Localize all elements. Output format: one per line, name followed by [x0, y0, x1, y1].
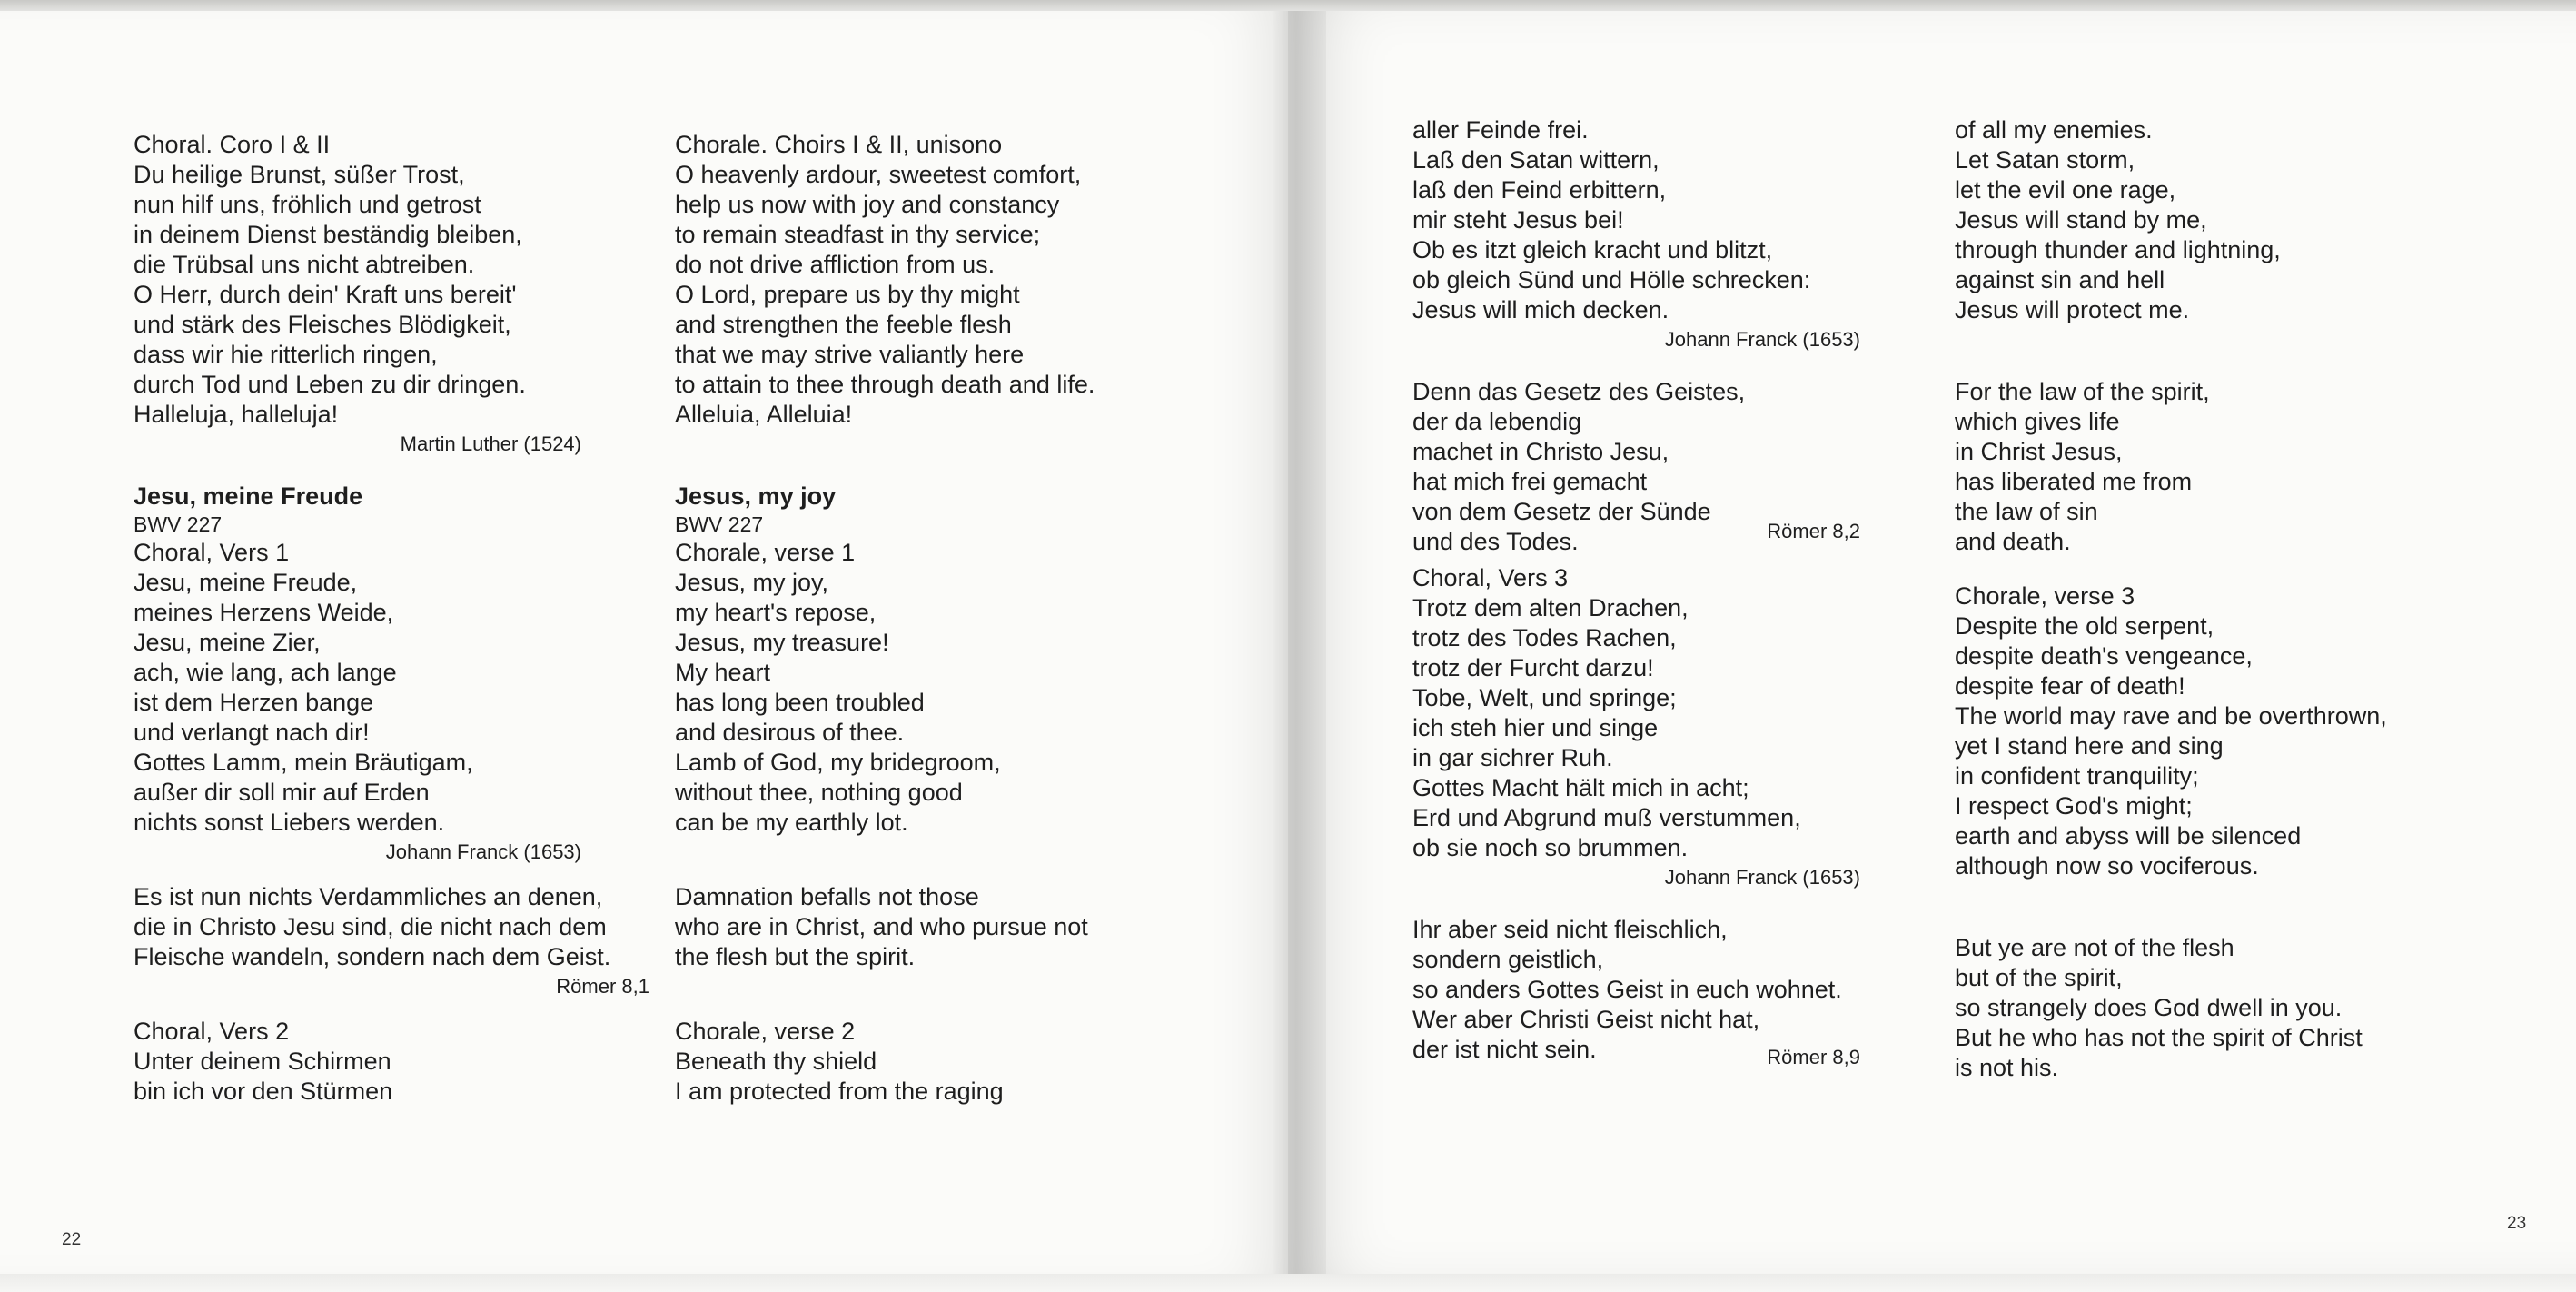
verse-line: Jesu, meine Freude,: [134, 569, 358, 596]
verse-line: Despite the old serpent,: [1955, 612, 2214, 640]
spacer: [1955, 353, 2463, 377]
verse-line: hat mich frei gemacht: [1412, 468, 1648, 495]
spacer: [1955, 563, 2463, 581]
verse-line: But ye are not of the flesh: [1955, 934, 2234, 961]
verse-line: Halleluja, halleluja!: [134, 401, 339, 428]
romans-text: [675, 882, 1256, 972]
spacer: [1955, 881, 2463, 909]
spacer: [675, 1000, 1256, 1017]
spacer: [1412, 353, 1885, 377]
column-german-left: [134, 130, 679, 1107]
verse-line: of all my enemies.: [1955, 116, 2153, 144]
verse-line: machet in Christo Jesu,: [1412, 438, 1669, 465]
verse-line: und des Todes.: [1412, 528, 1579, 555]
verse2-text: [675, 1047, 1256, 1107]
verse-line: earth and abyss will be silenced: [1955, 822, 2302, 850]
verse-line: in deinem Dienst beständig bleiben,: [134, 221, 522, 248]
verse-line: I am protected from the raging: [675, 1078, 1004, 1105]
spacer: [1955, 909, 2463, 933]
verse-line: has liberated me from: [1955, 468, 2193, 495]
verse-line: so strangely does God dwell in you.: [1955, 994, 2343, 1021]
verse-line: yet I stand here and sing: [1955, 732, 2224, 760]
spacer: [134, 1000, 679, 1017]
verse-line: O Lord, prepare us by thy might: [675, 281, 1020, 308]
verse-line: without thee, nothing good: [675, 779, 963, 806]
verse-line: Alleluia, Alleluia!: [675, 401, 853, 428]
verse-line: die Trübsal uns nicht abtreiben.: [134, 251, 475, 278]
verse-line: der ist nicht sein.: [1412, 1036, 1597, 1063]
verse-line: Erd und Abgrund muß verstummen,: [1412, 804, 1801, 831]
verse-line: Let Satan storm,: [1955, 146, 2135, 174]
verse-line: in gar sichrer Ruh.: [1412, 744, 1613, 771]
spacer: [134, 866, 679, 882]
author-credit: Johann Franck (1653): [1664, 866, 1860, 889]
verse-line: ach, wie lang, ach lange: [134, 659, 397, 686]
author-credit: Johann Franck (1653): [1664, 328, 1860, 351]
verse-line: Fleische wandeln, sondern nach dem Geist.: [134, 943, 611, 970]
verse-line: to attain to thee through death and life.: [675, 371, 1095, 398]
spacer: [675, 972, 1256, 1000]
verse1-heading: Choral, Vers 1: [134, 539, 290, 566]
spacer: [675, 430, 1256, 458]
verse-line: durch Tod und Leben zu dir dringen.: [134, 371, 526, 398]
verse-line: ich steh hier und singe: [1412, 714, 1659, 741]
verse-line: For the law of the spirit,: [1955, 378, 2210, 405]
verse-line: can be my earthly lot.: [675, 809, 908, 836]
verse-line: nun hilf uns, fröhlich und getrost: [134, 191, 481, 218]
verse-line: nichts sonst Liebers werden.: [134, 809, 445, 836]
romans2-text: [1955, 377, 2463, 557]
verse-line: the law of sin: [1955, 498, 2098, 525]
verse3-text: [1412, 593, 1885, 863]
page-number-right: 23: [2507, 1214, 2527, 1233]
verse3-text: [1955, 611, 2463, 881]
verse-line: O Herr, durch dein' Kraft uns bereit': [134, 281, 517, 308]
verse-line: against sin and hell: [1955, 266, 2165, 293]
spacer: [134, 458, 679, 482]
verse-line: trotz des Todes Rachen,: [1412, 624, 1677, 651]
verse-line: Gottes Macht hält mich in acht;: [1412, 774, 1749, 801]
verse-line: Jesu, meine Zier,: [134, 629, 321, 656]
continuation-text: [1955, 115, 2463, 325]
verse-line: meines Herzens Weide,: [134, 599, 394, 626]
verse-line: Jesus will mich decken.: [1412, 296, 1669, 323]
verse-line: is not his.: [1955, 1054, 2059, 1081]
chorale-heading: Choral. Coro I & II: [134, 131, 331, 158]
verse-line: to remain steadfast in thy service;: [675, 221, 1041, 248]
verse-line: although now so vociferous.: [1955, 852, 2259, 880]
verse-line: The world may rave and be overthrown,: [1955, 702, 2387, 730]
verse-line: and desirous of thee.: [675, 719, 905, 746]
verse-line: O heavenly ardour, sweetest comfort,: [675, 161, 1082, 188]
verse-line: außer dir soll mir auf Erden: [134, 779, 430, 806]
page-bottom-edge: [0, 1274, 2576, 1292]
verse-line: mir steht Jesus bei!: [1412, 206, 1624, 234]
verse-line: ob sie noch so brummen.: [1412, 834, 1689, 861]
verse-line: has long been troubled: [675, 689, 925, 716]
verse-line: help us now with joy and constancy: [675, 191, 1060, 218]
verse-line: but of the spirit,: [1955, 964, 2123, 991]
work-title: Jesu, meine Freude: [134, 482, 363, 510]
author-credit: Johann Franck (1653): [385, 840, 581, 863]
spacer: [1412, 891, 1885, 915]
continuation-text: [1412, 115, 1885, 325]
verse-line: Gottes Lamm, mein Bräutigam,: [134, 749, 473, 776]
verse-line: dass wir hie ritterlich ringen,: [134, 341, 438, 368]
verse-line: von dem Gesetz der Sünde: [1412, 498, 1711, 525]
verse-line: Trotz dem alten Drachen,: [1412, 594, 1689, 621]
verse-line: Jesus, my joy,: [675, 569, 829, 596]
column-english-left: [675, 130, 1256, 1107]
verse-line: Denn das Gesetz des Geistes,: [1412, 378, 1746, 405]
verse-line: through thunder and lightning,: [1955, 236, 2281, 263]
bwv-number: BWV 227: [134, 512, 223, 536]
verse-line: Jesus will stand by me,: [1955, 206, 2207, 234]
scripture-credit: Römer 8,2: [1767, 520, 1860, 542]
verse-line: do not drive affliction from us.: [675, 251, 996, 278]
verse-line: in confident tranquility;: [1955, 762, 2199, 790]
spacer: [675, 838, 1256, 866]
verse-line: Jesus, my treasure!: [675, 629, 889, 656]
romans9-text: [1955, 933, 2463, 1083]
verse-line: and strengthen the feeble flesh: [675, 311, 1012, 338]
verse-line: who are in Christ, and who pursue not: [675, 913, 1088, 940]
verse-line: and death.: [1955, 528, 2071, 555]
verse-line: My heart: [675, 659, 771, 686]
verse2-heading: Chorale, verse 2: [675, 1018, 856, 1045]
verse-line: Beneath thy shield: [675, 1048, 877, 1075]
book-gutter: [1272, 11, 1326, 1274]
verse-line: sondern geistlich,: [1412, 946, 1604, 973]
verse-line: ob gleich Sünd und Hölle schrecken:: [1412, 266, 1811, 293]
verse1-heading: Chorale, verse 1: [675, 539, 856, 566]
verse-line: that we may strive valiantly here: [675, 341, 1025, 368]
verse-line: Ob es itzt gleich kracht und blitzt,: [1412, 236, 1773, 263]
verse-line: die in Christo Jesu sind, die nicht nach dem: [134, 913, 607, 940]
verse-line: Ihr aber seid nicht fleischlich,: [1412, 916, 1728, 943]
verse2-text: [134, 1047, 679, 1107]
bwv-number: BWV 227: [675, 512, 764, 536]
verse-line: trotz der Furcht darzu!: [1412, 654, 1654, 681]
column-german-right: [1412, 115, 1885, 1071]
verse-line: laß den Feind erbittern,: [1412, 176, 1667, 204]
verse-line: despite death's vengeance,: [1955, 642, 2253, 670]
verse-line: despite fear of death!: [1955, 672, 2185, 700]
verse3-heading: Chorale, verse 3: [1955, 582, 2135, 610]
chorale-heading: Chorale. Choirs I & II, unisono: [675, 131, 1003, 158]
spacer: [675, 458, 1256, 482]
verse-line: und verlangt nach dir!: [134, 719, 370, 746]
verse-line: the flesh but the spirit.: [675, 943, 916, 970]
verse-line: let the evil one rage,: [1955, 176, 2176, 204]
verse1-text: [675, 568, 1256, 838]
verse1-text: [134, 568, 679, 838]
chorale-text: [675, 160, 1256, 430]
verse-line: der da lebendig: [1412, 408, 1582, 435]
verse-line: Wer aber Christi Geist nicht hat,: [1412, 1006, 1760, 1033]
verse-line: bin ich vor den Stürmen: [134, 1078, 393, 1105]
chorale-text: [134, 160, 679, 430]
work-title: Jesus, my joy: [675, 482, 837, 510]
verse-line: Jesus will protect me.: [1955, 296, 2190, 323]
column-english-right: [1955, 115, 2463, 1083]
scripture-credit: Römer 8,9: [1767, 1046, 1860, 1068]
verse-line: Unter deinem Schirmen: [134, 1048, 391, 1075]
verse-line: Lamb of God, my bridegroom,: [675, 749, 1001, 776]
verse-line: Du heilige Brunst, süßer Trost,: [134, 161, 465, 188]
verse-line: und stärk des Fleisches Blödigkeit,: [134, 311, 511, 338]
verse-line: But he who has not the spirit of Christ: [1955, 1024, 2363, 1051]
scripture-credit: Römer 8,1: [556, 975, 649, 998]
romans-text: [134, 882, 679, 972]
verse3-heading: Choral, Vers 3: [1412, 564, 1569, 591]
author-credit: Martin Luther (1524): [400, 432, 581, 455]
verse-line: in Christ Jesus,: [1955, 438, 2123, 465]
verse-line: which gives life: [1955, 408, 2120, 435]
verse-line: Tobe, Welt, und springe;: [1412, 684, 1677, 711]
verse-line: Laß den Satan wittern,: [1412, 146, 1660, 174]
spacer: [1955, 325, 2463, 353]
verse-line: my heart's repose,: [675, 599, 877, 626]
verse-line: aller Feinde frei.: [1412, 116, 1589, 144]
verse-line: Es ist nun nichts Verdammliches an denen,: [134, 883, 603, 910]
verse2-heading: Choral, Vers 2: [134, 1018, 290, 1045]
verse-line: ist dem Herzen bange: [134, 689, 374, 716]
spacer: [1955, 557, 2463, 563]
spacer: [675, 866, 1256, 882]
verse-line: I respect God's might;: [1955, 792, 2193, 820]
verse-line: so anders Gottes Geist in euch wohnet.: [1412, 976, 1842, 1003]
verse-line: Damnation befalls not those: [675, 883, 979, 910]
page-number-left: 22: [62, 1230, 82, 1249]
